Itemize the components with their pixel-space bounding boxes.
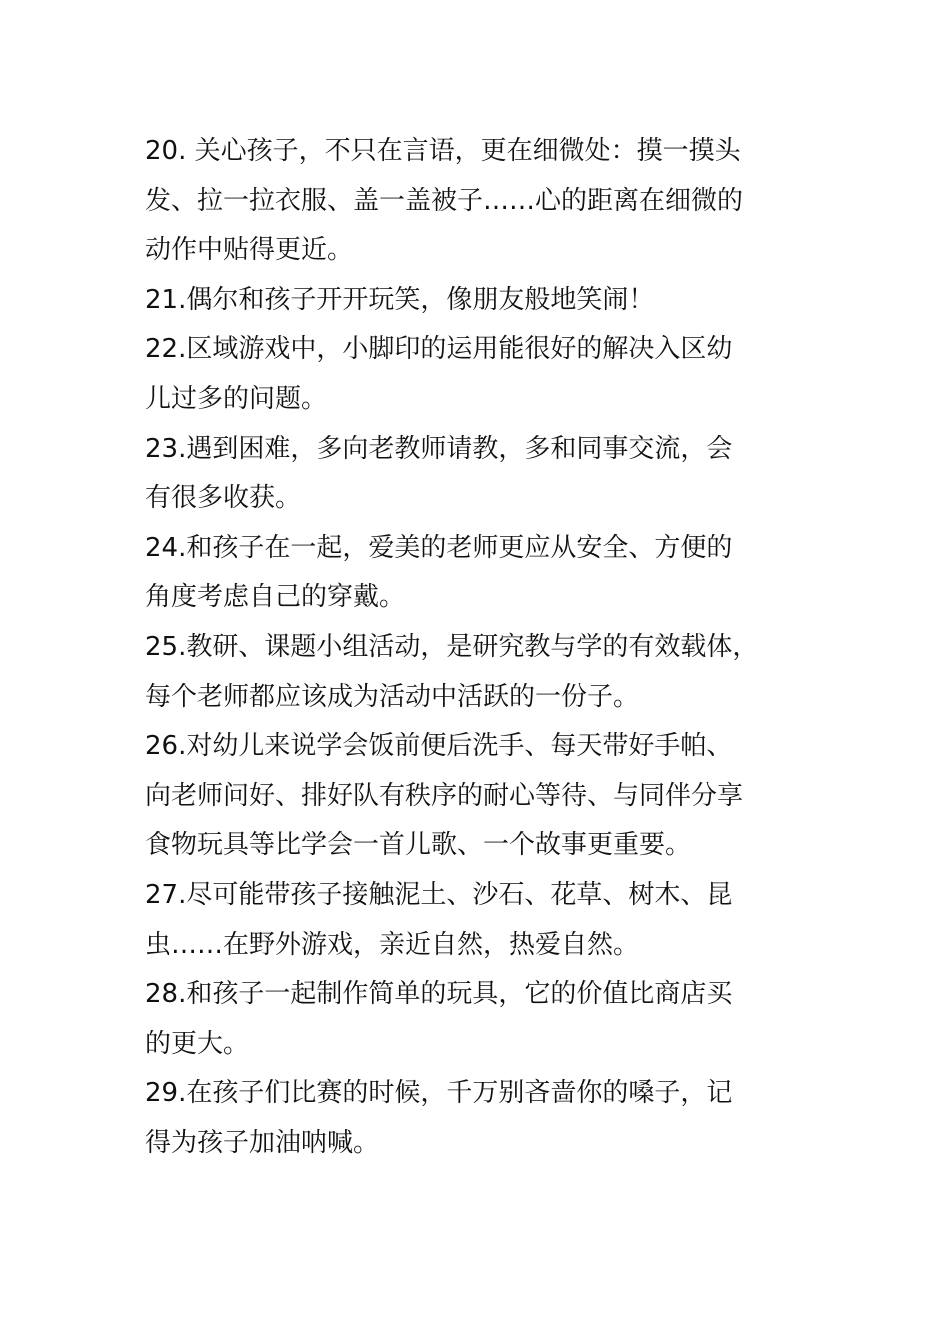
paragraph-line: 29.在孩子们比赛的时候，千万别吝啬你的嗓子，记 xyxy=(145,1078,733,1109)
paragraph-line: 21.偶尔和孩子开开玩笑，像朋友般地笑闹！ xyxy=(145,284,655,315)
paragraph-line: 22.区域游戏中，小脚印的运用能很好的解决入区幼 xyxy=(145,334,733,365)
paragraph-item-24 xyxy=(145,524,810,623)
paragraph-item-23 xyxy=(145,425,810,524)
paragraph-line: 的更大。 xyxy=(145,1028,250,1059)
paragraph-line: 向老师问好、排好队有秩序的耐心等待、与同伴分享 xyxy=(145,780,744,811)
paragraph-item-21 xyxy=(145,276,810,326)
paragraph-line: 发、拉一拉衣服、盖一盖被子……心的距离在细微的 xyxy=(145,185,744,216)
paragraph-item-20 xyxy=(145,127,810,276)
paragraph-item-26 xyxy=(145,722,810,871)
paragraph-item-29 xyxy=(145,1069,810,1168)
paragraph-line: 虫……在野外游戏，亲近自然，热爱自然。 xyxy=(145,929,640,960)
paragraph-line: 儿过多的问题。 xyxy=(145,383,328,414)
paragraph-line: 23.遇到困难，多向老教师请教，多和同事交流，会 xyxy=(145,433,733,464)
paragraph-line: 角度考虑自己的穿戴。 xyxy=(145,582,406,613)
document-body xyxy=(145,127,810,1168)
paragraph-line: 20. 关心孩子，不只在言语，更在细微处：摸一摸头 xyxy=(145,136,741,166)
paragraph-line: 25.教研、课题小组活动，是研究教与学的有效载体， xyxy=(145,631,759,662)
paragraph-line: 26.对幼儿来说学会饭前便后洗手、每天带好手帕、 xyxy=(145,731,733,762)
paragraph-line: 每个老师都应该成为活动中活跃的一份子。 xyxy=(145,681,640,712)
paragraph-line: 有很多收获。 xyxy=(145,483,302,514)
paragraph-item-25 xyxy=(145,623,810,722)
paragraph-line: 动作中贴得更近。 xyxy=(145,235,354,266)
paragraph-line: 食物玩具等比学会一首儿歌、一个故事更重要。 xyxy=(145,830,692,861)
paragraph-line: 28.和孩子一起制作简单的玩具，它的价值比商店买 xyxy=(145,979,733,1010)
paragraph-line: 得为孩子加油呐喊。 xyxy=(145,1127,380,1158)
paragraph-line: 24.和孩子在一起，爱美的老师更应从安全、方便的 xyxy=(145,532,733,563)
paragraph-item-28 xyxy=(145,970,810,1069)
paragraph-item-22 xyxy=(145,325,810,424)
paragraph-item-27 xyxy=(145,871,810,970)
paragraph-line: 27.尽可能带孩子接触泥土、沙石、花草、树木、昆 xyxy=(145,879,733,910)
